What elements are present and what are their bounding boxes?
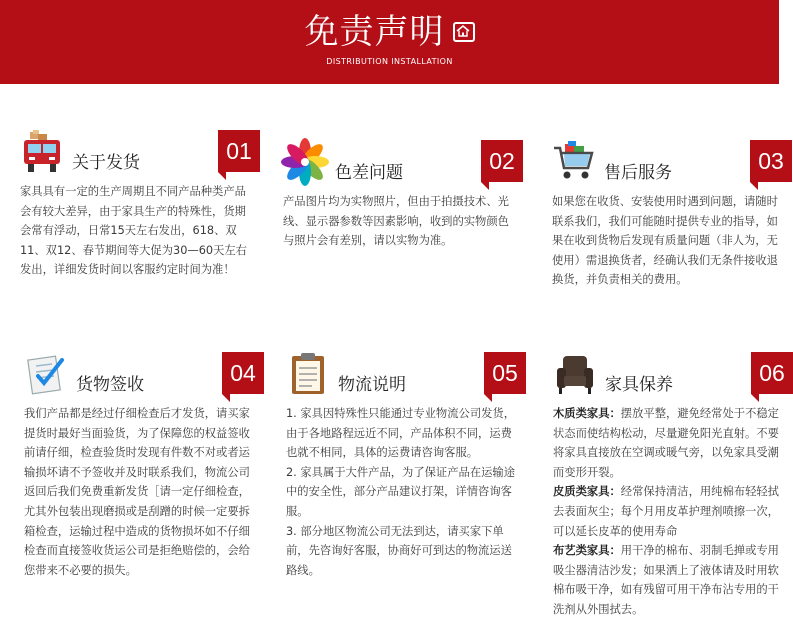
section-title: 售后服务 (604, 163, 672, 183)
section-title: 家具保养 (605, 375, 673, 395)
care-item-label: 布艺类家具： (553, 544, 621, 558)
section-logistics (286, 352, 526, 632)
banner-subtitle: DISTRIBUTION INSTALLATION (326, 57, 453, 66)
care-item-text: 摆放平整，避免经常处于不稳定状态而使结构松动，尽量避免阳光直射。不要将家具直接放在空调或暖气旁，以免家具受潮而变形开裂。 (553, 407, 779, 479)
section-title: 货物签收 (76, 375, 144, 395)
section-number-badge: 05 (484, 352, 526, 394)
section-furniture-care (553, 352, 793, 632)
shopping-cart-icon (552, 140, 596, 184)
section-delivery (20, 130, 260, 310)
care-item (553, 541, 785, 619)
clipboard-icon (286, 352, 330, 396)
section-color-difference (283, 140, 523, 300)
checklist-icon (24, 352, 68, 396)
section-paragraph: 我们产品都是经过仔细检查后才发货，请买家提货时最好当面验货，为了保障您的权益签收前请仔细，检查验货时发现有件数不对或者运输损坏请不予签收并及时联系我们，物流公司返回后我们免费重新发货［请一定仔细检查，尤其外包装出现磨损或是刮蹭的时候一定要拆箱检查，运输过程中造成的货物损坏如不仔细检查而直接签收货运公司是拒绝赔偿的，会给您带来不必要的损失。 (24, 407, 250, 577)
delivery-truck-icon (20, 130, 64, 174)
logistics-item: 1. 家具因特殊性只能通过专业物流公司发货，由于各地路程远近不同，产品体积不同，运费也就不相同，具体的运费请咨询客服。 (286, 407, 516, 460)
logistics-item: 3. 部分地区物流公司无法到达，请买家下单前，先咨询好客服，协商好可到达的物流运送路线。 (286, 524, 512, 577)
section-goods-receipt (24, 352, 264, 632)
section-paragraph: 家具具有一定的生产周期且不同产品种类产品会有较大差异，由于家具生产的特殊性，货期会常有浮动，日常15天左右发出，618、双11、双12、春节期间等大促为30—60天左右发出，详细发货时间以客服约定时间为准！ (20, 185, 247, 277)
section-text (552, 192, 786, 290)
section-text (553, 404, 785, 620)
armchair-icon (553, 352, 597, 396)
section-text (24, 404, 260, 580)
page-title: 免责声明 (304, 12, 445, 52)
header-banner (0, 0, 779, 84)
logistics-item: 2. 家具属于大件产品，为了保证产品在运输途中的安全性，部分产品建议打架，详情咨询客服。 (286, 465, 516, 518)
section-title: 色差问题 (335, 163, 403, 183)
section-text (286, 404, 520, 580)
section-after-sales (552, 140, 792, 300)
color-wheel-icon (283, 140, 327, 184)
section-paragraph: 产品图片均为实物照片，但由于拍摄技术、光线、显示器参数等因素影响，收到的实物颜色与照片会有差别，请以实物为准。 (283, 195, 509, 248)
section-number-badge: 06 (751, 352, 793, 394)
section-text (283, 192, 517, 251)
home-icon[interactable] (453, 22, 475, 42)
section-title: 关于发货 (72, 153, 140, 173)
care-item-label: 木质类家具： (553, 407, 621, 420)
section-paragraph: 如果您在收货、安装使用时遇到问题，请随时联系我们，我们可能随时提供专业的指导，如果在收到货物后发现有质量问题（非人为，无使用）需退换货者，经确认我们无条件接收退换货，并负责相关的费用。 (552, 195, 778, 287)
care-item-label: 皮质类家具： (553, 485, 621, 499)
care-item-text: 经常保持清洁，用纯棉布轻轻拭去表面灰尘；每个月用皮革护理剂喷擦一次，可以延长皮革的使用寿命 (553, 485, 779, 538)
section-text (20, 182, 254, 280)
banner-title-row (0, 12, 779, 52)
section-number-badge: 01 (218, 130, 260, 172)
section-title: 物流说明 (338, 375, 406, 395)
care-item (553, 404, 785, 482)
section-number-badge: 04 (222, 352, 264, 394)
care-item-text: 用干净的棉布、羽制毛掸或专用吸尘器清洁沙发；如果洒上了液体请及时用软棉布吸干净，如有残留可用干净布沾专用的干洗剂从外围拭去。 (553, 544, 779, 616)
care-item (553, 482, 785, 541)
section-number-badge: 02 (481, 140, 523, 182)
section-number-badge: 03 (750, 140, 792, 182)
